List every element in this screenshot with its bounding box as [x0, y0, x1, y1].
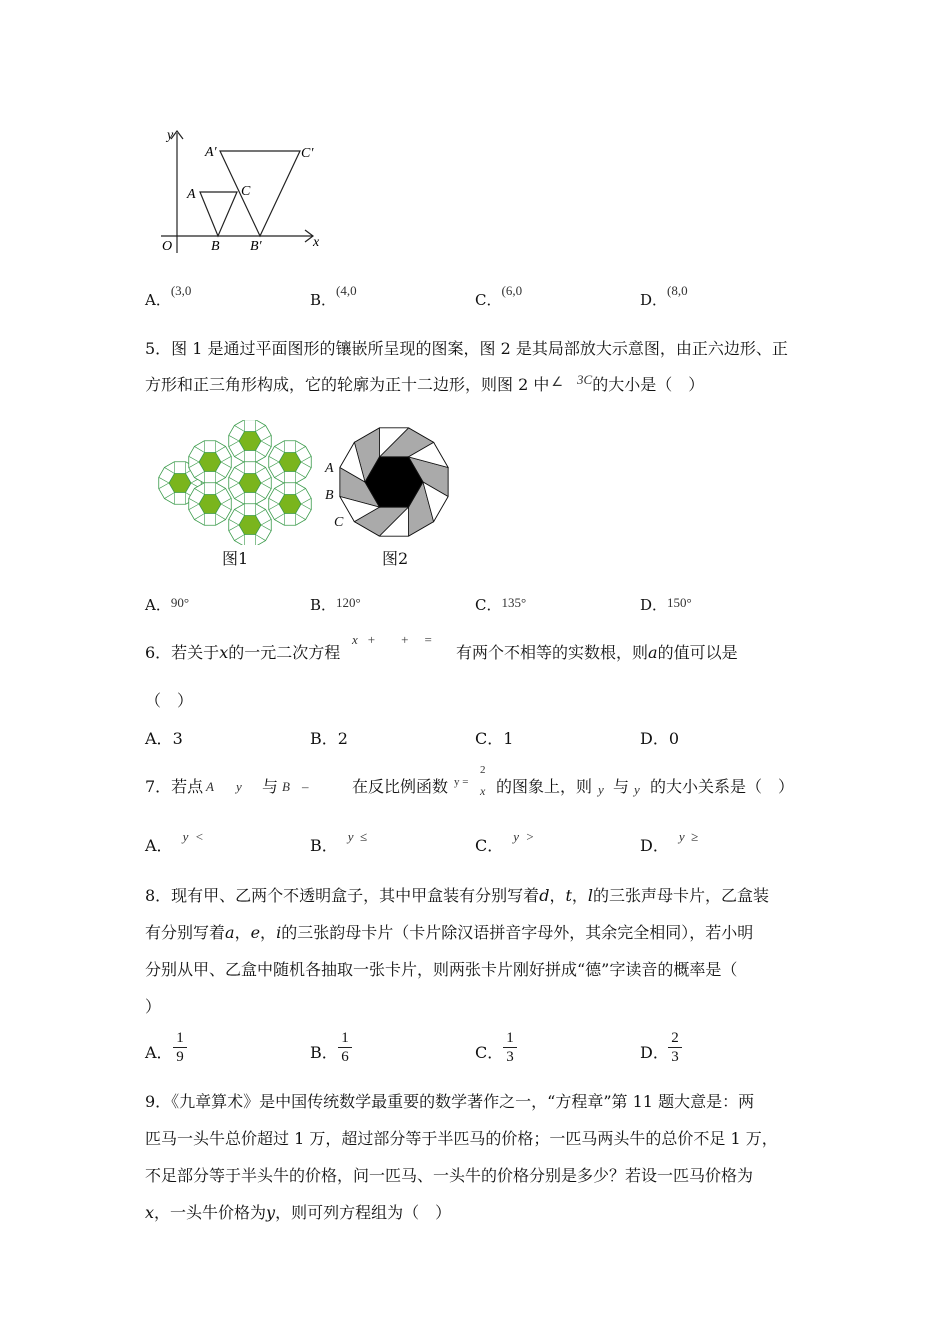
tessellation-tile [269, 483, 312, 526]
numerator: 2 [671, 1030, 679, 1046]
point-c-prime-label: C′ [301, 146, 314, 161]
var-x: x [219, 643, 229, 662]
option-letter: B． [310, 836, 338, 855]
option-letter: C． [475, 836, 504, 855]
vertex-label-a: A [325, 461, 334, 476]
var-x: x [145, 1203, 155, 1222]
point-a: A [206, 779, 214, 794]
tessellation-tile [229, 420, 272, 462]
q7-suffix: 的大小关系是（ ） [650, 777, 795, 796]
q7-with-2: 与 [613, 777, 630, 796]
q7-y-b: y [634, 782, 640, 797]
point-b-prime-label: B′ [250, 239, 262, 254]
point-b-label: B [211, 239, 220, 254]
vertex-label-c: C [334, 515, 344, 530]
q7-with: 与 [262, 777, 279, 796]
option-value: 120° [336, 595, 361, 610]
q9-line-3: 不足部分等于半头牛的价格，问一匹马、一头牛的价格分别是多少？若设一匹马价格为 [145, 1166, 754, 1185]
option-letter: D． [640, 291, 668, 309]
denominator: 6 [341, 1049, 349, 1065]
eq-plus: + [401, 632, 409, 647]
q4-option-a[interactable] [145, 283, 192, 312]
figure-2-caption: 图2 [382, 549, 409, 568]
x-axis-label: x [313, 235, 320, 250]
func-numerator: 2 [480, 764, 486, 776]
q6-equation [352, 632, 432, 648]
point-c-label: C [241, 184, 251, 199]
comma: ， [571, 886, 588, 905]
tessellation-tile [189, 483, 232, 526]
eq-equals: = [424, 632, 432, 647]
func-denominator: x [480, 784, 486, 798]
option-value: 2 [337, 729, 348, 748]
tessellation-tile [229, 462, 272, 505]
option-value: y > [513, 829, 535, 844]
q4-option-b[interactable] [310, 283, 357, 312]
q7-option-a[interactable] [145, 829, 204, 858]
q5-line-1: 5．图 1 是通过平面图形的镶嵌所呈现的图案，图 2 是其局部放大示意图，由正六边形、正 [145, 339, 788, 358]
option-value: y < [182, 829, 204, 844]
denominator: 3 [506, 1049, 514, 1065]
y-axis-label: y [167, 128, 174, 143]
q6-line-1-end [456, 642, 738, 664]
denominator: 3 [671, 1049, 679, 1065]
point-b: B [282, 779, 290, 794]
q8-text: 的三张韵母卡片（卡片除汉语拼音字母外，其余完全相同），若小明 [281, 923, 754, 942]
q8-text: 有分别写着 [145, 923, 226, 942]
option-letter: A． [145, 1043, 173, 1062]
q6-line-1 [145, 642, 340, 664]
option-value: (6,0 [501, 283, 523, 298]
q7-option-c[interactable] [475, 829, 535, 858]
q8-text: 的三张声母卡片，乙盒装 [593, 886, 770, 905]
q8-line-3: 分别从甲、乙盒中随机各抽取一张卡片，则两张卡片刚好拼成“德”字读音的概率是（ [145, 960, 738, 979]
option-letter: D． [640, 596, 668, 614]
q7-y-a: y [598, 782, 604, 797]
q7-mid-2: 的图象上，则 [496, 777, 593, 796]
q9-text: ，则可列方程组为（ ） [275, 1203, 452, 1222]
func-y: y = [454, 776, 469, 788]
option-value: (4,0 [336, 283, 357, 298]
option-value: 1 [503, 729, 514, 748]
q6-text: 的值可以是 [657, 643, 738, 662]
q5-option-c[interactable] [475, 594, 526, 617]
q5-option-a[interactable] [145, 594, 189, 617]
option-value: y ≤ [347, 829, 368, 844]
q8-option-c[interactable] [475, 1028, 535, 1072]
q4-option-c[interactable] [475, 283, 523, 312]
q7-function [450, 766, 500, 802]
minus-sign: – [301, 779, 309, 794]
q4-option-d[interactable] [640, 283, 688, 312]
origin-label: O [162, 239, 173, 254]
option-value: y ≥ [678, 829, 699, 844]
q7-points [206, 779, 242, 795]
tessellation-tile [269, 441, 312, 484]
y1: y [235, 779, 242, 794]
q9-line-2: 匹马一头牛总价超过 1 万，超过部分等于半匹马的价格；一匹马两头牛的总价不足 1 万， [145, 1129, 778, 1148]
option-letter: C． [475, 729, 504, 748]
comma: ， [260, 923, 277, 942]
var-a: a [648, 643, 658, 662]
letter-t: t [565, 886, 572, 905]
option-letter: B． [310, 291, 337, 309]
numerator: 1 [341, 1030, 349, 1046]
fraction [338, 1030, 352, 1065]
eq-plus: + [367, 632, 376, 647]
numerator: 1 [506, 1030, 514, 1046]
option-letter: B． [310, 729, 338, 748]
letter-i: i [276, 923, 282, 942]
letter-a: a [225, 923, 235, 942]
option-letter: D． [640, 729, 669, 748]
point-a-prime-label: A′ [205, 145, 217, 160]
option-value: 90° [170, 595, 190, 610]
figure-1-caption: 图1 [222, 549, 249, 568]
option-letter: C． [475, 1043, 504, 1062]
q6-text: 6．若关于 [145, 643, 220, 662]
comma: ， [234, 923, 251, 942]
q7-prefix: 7．若点 [145, 777, 204, 796]
letter-d: d [539, 886, 550, 905]
option-value: (8,0 [667, 283, 688, 298]
q6-option-d[interactable] [640, 728, 679, 750]
option-letter: B． [310, 596, 337, 614]
option-letter: C． [475, 596, 502, 614]
q6-answer-paren: （ ） [145, 691, 194, 710]
fraction [668, 1030, 682, 1065]
q5-figure-2 [322, 420, 452, 545]
q5-line-2 [145, 374, 704, 397]
q6-option-c[interactable] [475, 728, 513, 750]
denominator: 9 [176, 1049, 184, 1065]
q8-line-1 [145, 885, 769, 907]
q9-line-4 [145, 1202, 451, 1224]
option-value: (3,0 [170, 283, 192, 298]
option-value: 150° [667, 595, 692, 610]
option-letter: C． [475, 291, 502, 309]
q8-line-4: ） [145, 997, 162, 1016]
eq-x: x [352, 632, 358, 647]
q7-mid: 在反比例函数 [352, 777, 449, 796]
q6-option-b[interactable] [310, 728, 348, 750]
q9-line-1: 9．《九章算术》是中国传统数学最重要的数学著作之一，“方程章”第 11 题大意是：两 [145, 1092, 755, 1111]
q7-option-b[interactable] [310, 829, 368, 858]
q6-text: 有两个不相等的实数根，则 [456, 643, 649, 662]
fraction [503, 1030, 517, 1065]
q4-coordinate-figure [155, 125, 335, 260]
option-letter: A． [145, 291, 171, 309]
angle-symbol: ∠ [551, 374, 564, 389]
letter-e: e [250, 923, 261, 942]
q5-option-b[interactable] [310, 594, 361, 617]
q8-line-2 [145, 922, 753, 944]
option-value: 135° [501, 595, 527, 610]
q8-option-a[interactable] [145, 1028, 205, 1072]
q8-text: 8．现有甲、乙两个不透明盒子，其中甲盒装有分别写着 [145, 886, 540, 905]
option-value: 0 [668, 729, 680, 748]
fraction [173, 1030, 187, 1065]
angle-name: 3C [577, 372, 593, 387]
var-y: y [266, 1203, 276, 1222]
tessellation-tile [229, 504, 272, 545]
q5-option-d[interactable] [640, 594, 692, 617]
q7-option-d[interactable] [640, 829, 699, 858]
option-letter: D． [640, 1043, 669, 1062]
numerator: 1 [176, 1030, 184, 1046]
vertex-label-b: B [325, 488, 334, 503]
tessellation-tile [189, 441, 232, 484]
option-letter: B． [310, 1043, 338, 1062]
q7-point-b [282, 779, 308, 795]
q8-option-b[interactable] [310, 1028, 370, 1072]
letter-l: l [587, 886, 594, 905]
q5-text: 方形和正三角形构成，它的轮廓为正十二边形，则图 2 中 [145, 375, 550, 394]
q5-figure-1 [158, 420, 313, 545]
q8-option-d[interactable] [640, 1028, 700, 1072]
option-letter: A． [145, 729, 173, 748]
option-value: 3 [172, 729, 183, 748]
option-letter: D． [640, 836, 669, 855]
q5-text-end: 的大小是（ ） [592, 375, 705, 394]
q9-text: ，一头牛价格为 [154, 1203, 267, 1222]
q6-option-a[interactable] [145, 728, 183, 750]
point-a-label: A [187, 187, 196, 202]
comma: ， [549, 886, 566, 905]
option-letter: A． [145, 836, 173, 855]
option-letter: A． [145, 596, 171, 614]
q6-text: 的一元二次方程 [228, 643, 341, 662]
